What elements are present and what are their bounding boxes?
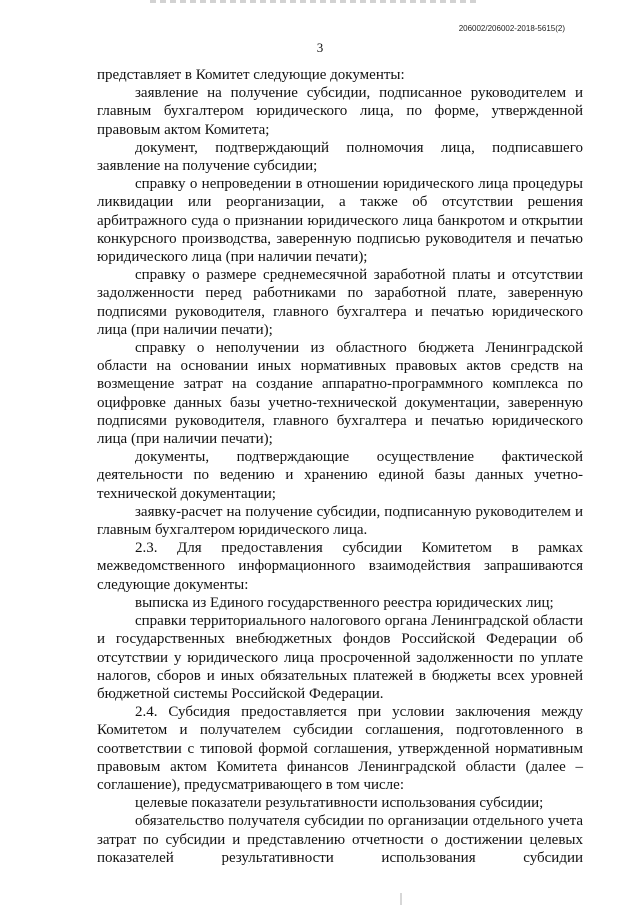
document-id: 206002/206002-2018-5615(2) xyxy=(458,24,565,33)
paragraph: заявление на получение субсидии, подписанное руководителем и главным бухгалтером юридического лица, по форме, утвержденной правовым актом Комитета; xyxy=(97,85,583,138)
paragraph: представляет в Комитет следующие документы: xyxy=(97,67,405,83)
paragraph: заявку-расчет на получение субсидии, подписанную руководителем и главным бухгалтером юридического лица. xyxy=(97,503,583,539)
paragraph: справку о размере среднемесячной заработной платы и отсутствии задолженности перед работниками по заработной плате, заверенную подписями руководителя, главного бухгалтера и печатью юридического лица (при наличии печати); xyxy=(97,267,583,338)
section-2-3-paragraph: 2.3. Для предоставления субсидии Комитетом в рамках межведомственного информационного взаимодействия запрашиваются следующие документы: xyxy=(97,540,583,593)
paragraph: справку о неполучении из областного бюджета Ленинградской области на основании иных нормативных правовых актов средств на возмещение затрат на создание аппаратно-программного комплекса по оцифровке данных базы учетно-технической документации, заверенную подписями руководителя, главного бухгалтера и печатью юридического лица (при наличии печати); xyxy=(97,340,583,448)
page-number: 3 xyxy=(316,40,324,55)
document-body xyxy=(97,66,583,867)
paragraph: обязательство получателя субсидии по организации отдельного учета затрат по субсидии и представлению отчетности о достижении целевых показателей результативности использования субсидии xyxy=(97,813,583,866)
paragraph: справку о непроведении в отношении юридического лица процедуры ликвидации или реорганизации, а также об отсутствии решения арбитражного суда о признании юридического лица банкротом и открытии конкурсного производства, заверенную подписью руководителя и печатью юридического лица (при наличии печати); xyxy=(97,176,583,266)
section-2-4-paragraph: 2.4. Субсидия предоставляется при условии заключения между Комитетом и получателем субсидии соглашения, подготовленного в соответствии с типовой формой соглашения, утвержденной нормативным правовым актом Комитета финансов Ленинградской области (далее – соглашение), предусматривающего в том числе: xyxy=(97,704,583,793)
paragraph: выписка из Единого государственного реестра юридических лиц; xyxy=(135,594,554,611)
paragraph: целевые показатели результативности использования субсидии; xyxy=(135,795,544,812)
scan-artifact xyxy=(400,893,402,905)
scan-artifact xyxy=(150,0,480,3)
paragraph: документ, подтверждающий полномочия лица, подписавшего заявление на получение субсидии; xyxy=(97,139,583,175)
paragraph: справки территориального налогового органа Ленинградской области и государственных внебюджетных фондов Российской Федерации об отсутствии у юридического лица просроченной задолженности по уплате налогов, сборов и иных обязательных платежей в бюджеты всех уровней бюджетной системы Российской Федерации. xyxy=(97,613,583,702)
paragraph: документы, подтверждающие осуществление фактической деятельности по ведению и хранению единой базы данных учетно-технической документации; xyxy=(97,449,583,502)
